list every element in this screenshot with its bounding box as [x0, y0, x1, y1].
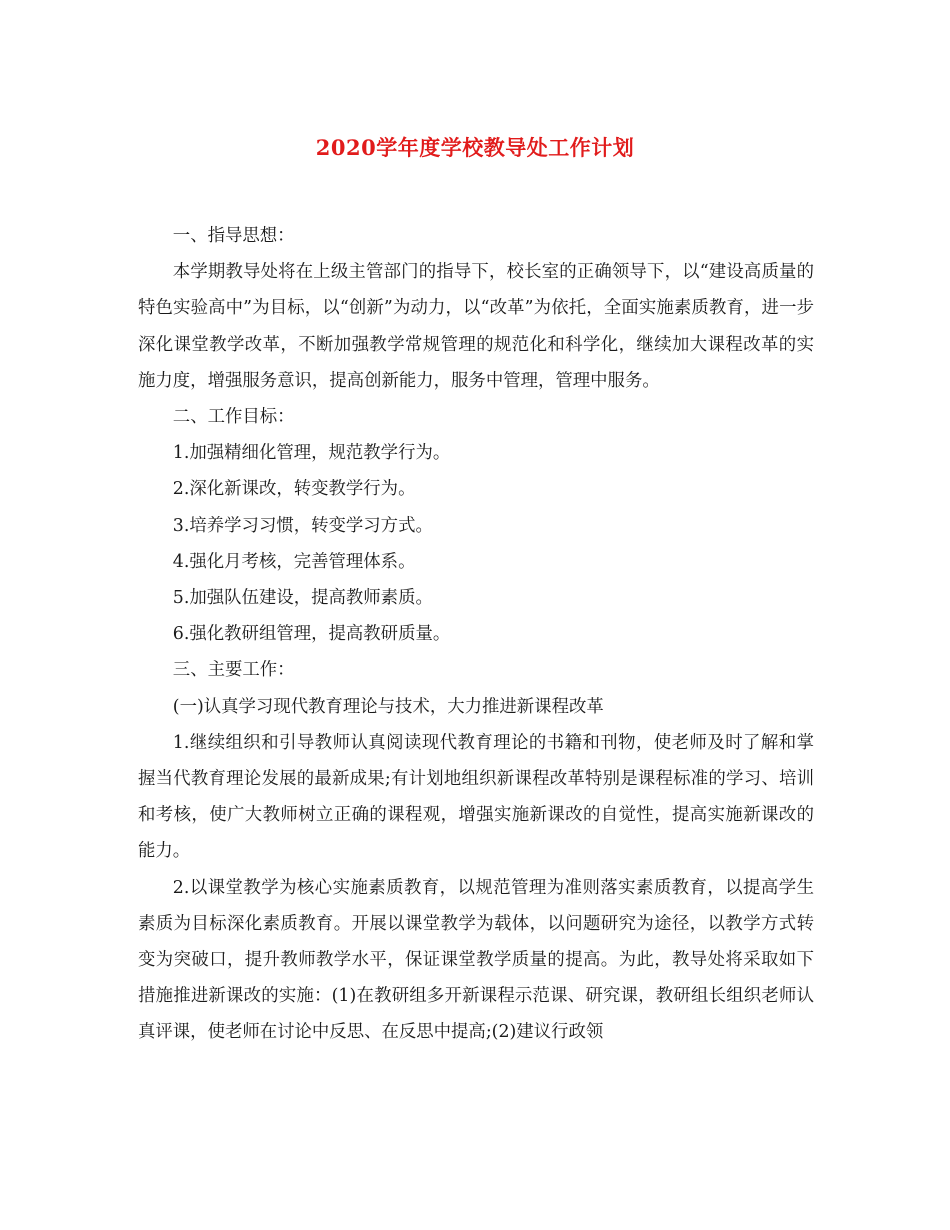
section-heading-guiding-ideology: 一、指导思想： — [172, 226, 295, 246]
paragraph-item-2: 2.以课堂教学为核心实施素质教育，以规范管理为准则落实素质教育，以提高学生素质为目标深化素质教育。开展以课堂教学为载体，以问题研究为途径，以教学方式转变为突破口，提升教师教学水平，保证课堂教学质量的提高。为此，教导处将采取如下措施推进新课改的实施：(1)在教研组多开新课程示范课、研究课，教研组长组织老师认真评课，使老师在讨论中反思、在反思中提高;(2)建议行政领 — [138, 877, 814, 1043]
paragraph-item-1: 1.继续组织和引导教师认真阅读现代教育理论的书籍和刊物，使老师及时了解和掌握当代教育理论发展的最新成果;有计划地组织新课程改革特别是课程标准的学习、培训和考核，使广大教师树立正确的课程观，增强实施新课改的自觉性，提高实施新课改的能力。 — [138, 732, 814, 862]
goal-item: 1.加强精细化管理，规范教学行为。 — [172, 443, 451, 464]
document-title: 2020学年度学校教导处工作计划 — [315, 135, 635, 160]
subsection-heading: (一)认真学习现代教育理论与技术，大力推进新课程改革 — [172, 696, 604, 717]
goal-item: 3.培养学习习惯，转变学习方式。 — [172, 515, 433, 536]
goal-item: 4.强化月考核，完善管理体系。 — [172, 551, 416, 572]
section-heading-main-work: 三、主要工作： — [172, 660, 295, 681]
document-body — [138, 218, 814, 1051]
goal-item: 6.强化教研组管理，提高教研质量。 — [172, 624, 451, 645]
paragraph-guiding-ideology: 本学期教导处将在上级主管部门的指导下，校长室的正确领导下，以“建设高质量的特色实验高中”为目标，以“创新”为动力，以“改革”为依托，全面实施素质教育，进一步深化课堂教学改革，不断加强教学常规管理的规范化和科学化，继续加大课程改革的实施力度，增强服务意识，提高创新能力，服务中管理，管理中服务。 — [138, 262, 814, 391]
section-heading-work-goals: 二、工作目标： — [172, 407, 295, 428]
goal-item: 2.深化新课改，转变教学行为。 — [172, 479, 416, 500]
goal-item: 5.加强队伍建设，提高教师素质。 — [172, 588, 433, 609]
